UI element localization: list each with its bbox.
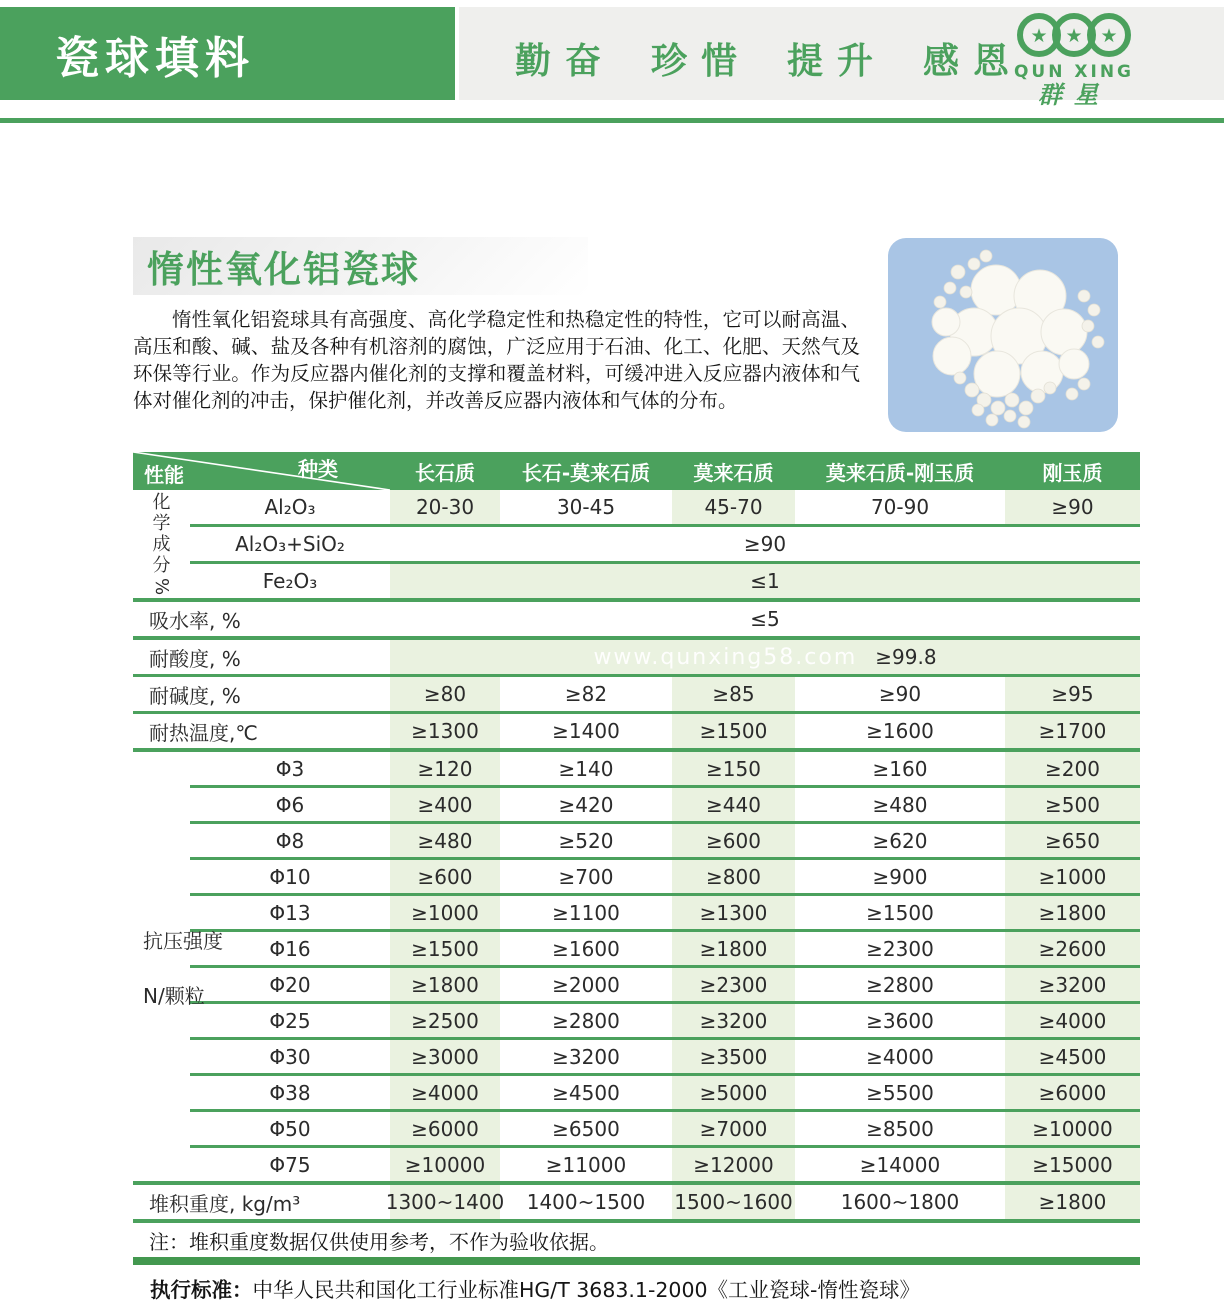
cell-value: 20-30 (390, 490, 500, 524)
column-header: 刚玉质 (1042, 460, 1103, 485)
cell-value: ≥6000 (1005, 1076, 1140, 1109)
cell-value: ≥2800 (552, 1008, 620, 1033)
section-title-box (133, 237, 588, 295)
column-headers (390, 452, 1140, 490)
cell-value: 1400~1500 (526, 1190, 646, 1214)
cell-value: ≥140 (558, 756, 614, 781)
slogan-word: 珍惜 (651, 40, 752, 82)
cell-value: 30-45 (556, 495, 616, 519)
cell-value: ≥1300 (390, 714, 500, 748)
table-row (133, 564, 1140, 598)
strength-row (133, 968, 1140, 1001)
phi-size-label: Φ38 (269, 1080, 311, 1105)
cell-value: ≥1600 (866, 719, 934, 743)
product-photo (888, 238, 1118, 432)
column-header: 长石-莫来石质 (521, 460, 651, 485)
chem-composition-block (133, 490, 1140, 598)
row-label: Fe₂O₃ (262, 569, 318, 593)
table-header (133, 452, 1140, 490)
cell-value: ≥5000 (672, 1076, 795, 1109)
cell-value: ≥7000 (672, 1112, 795, 1145)
cell-value: ≥2300 (672, 968, 795, 1001)
strength-group-line1: 抗压强度 (143, 928, 223, 953)
slogan-word: 勤奋 (515, 40, 616, 82)
cell-value: ≥3600 (866, 1008, 934, 1033)
table-row (133, 677, 1140, 711)
cell-value: ≥1700 (1005, 714, 1140, 748)
cell-value: ≥4000 (390, 1076, 500, 1109)
cell-value: ≥1000 (390, 896, 500, 929)
phi-size-label: Φ13 (269, 900, 311, 925)
cell-value: ≥1000 (1005, 860, 1140, 893)
cell-value: ≥2300 (866, 936, 934, 961)
ceramic-balls-image (888, 238, 1118, 432)
cell-value: ≤5 (750, 607, 780, 631)
cell-value: ≥1500 (390, 932, 500, 965)
title-banner (0, 7, 455, 100)
section-title: 惰性氧化铝瓷球 (147, 248, 420, 291)
spec-table (133, 452, 1140, 1265)
slogan (515, 33, 1023, 84)
logo-name: QUN XING (1013, 62, 1134, 82)
strength-row (133, 1040, 1140, 1073)
cell-value: ≥2800 (866, 972, 934, 997)
cell-value: ≥1800 (1005, 896, 1140, 929)
cell-value: ≥6000 (390, 1112, 500, 1145)
table-row (133, 640, 1140, 674)
cell-value: ≥200 (1005, 752, 1140, 785)
logo-rings-icon (1015, 11, 1133, 63)
cell-value: ≥85 (672, 677, 795, 711)
strength-row (133, 932, 1140, 965)
strength-row (133, 824, 1140, 857)
phi-size-label: Φ6 (275, 792, 305, 817)
cell-value: ≥420 (558, 792, 614, 817)
cell-value: ≥650 (1005, 824, 1140, 857)
strength-group-line2: N/颗粒 (143, 983, 205, 1008)
strength-row (133, 1076, 1140, 1109)
header-strip (459, 7, 1224, 109)
strength-row (133, 896, 1140, 929)
row-label: 耐酸度, % (149, 646, 241, 671)
cell-value: ≥4500 (1005, 1040, 1140, 1073)
strength-group-label (143, 925, 223, 1009)
watermark-text: www.qunxing58.com (593, 644, 858, 670)
column-header: 莫来石质-刚玉质 (825, 460, 975, 485)
phi-size-label: Φ75 (269, 1152, 311, 1177)
cell-value: ≥700 (558, 864, 614, 889)
cell-value: ≥1300 (672, 896, 795, 929)
cell-value: ≥2500 (390, 1004, 500, 1037)
cell-value: ≥15000 (1005, 1148, 1140, 1181)
cell-value: ≥1100 (552, 900, 620, 925)
phi-size-label: Φ25 (269, 1008, 311, 1033)
cell-value: ≥3200 (1005, 968, 1140, 1001)
company-logo (999, 11, 1149, 108)
cell-value: ≥520 (558, 828, 614, 853)
table-row (133, 714, 1140, 748)
row-label: 耐热温度,℃ (149, 720, 258, 745)
table-row (133, 527, 1140, 561)
row-label: 堆积重度, kg/m³ (149, 1191, 301, 1216)
cell-value: ≥480 (390, 824, 500, 857)
cell-value: ≥80 (390, 677, 500, 711)
cell-value: ≥90 (1005, 490, 1140, 524)
chem-group-label: 化 学 成 分 % (150, 491, 172, 595)
table-row (133, 1185, 1140, 1219)
standard-text: 中华人民共和国化工行业标准HG/T 3683.1-2000《工业瓷球-惰性瓷球》 (252, 1278, 920, 1302)
phi-size-label: Φ50 (269, 1116, 311, 1141)
cell-value: ≥3000 (390, 1040, 500, 1073)
logo-script-name: 群星 (1038, 79, 1110, 109)
strength-rows (133, 752, 1140, 1181)
cell-value: ≥500 (1005, 788, 1140, 821)
cell-value: ≥1500 (866, 900, 934, 925)
strength-row (133, 860, 1140, 893)
cell-value: ≥4500 (552, 1080, 620, 1105)
cell-value: ≥800 (672, 860, 795, 893)
cell-value: ≥480 (872, 792, 928, 817)
row-label: Al₂O₃+SiO₂ (235, 532, 345, 556)
cell-value: ≥1800 (672, 932, 795, 965)
cell-value: 45-70 (672, 490, 795, 524)
cell-value: ≥1600 (552, 936, 620, 961)
cell-value: ≥12000 (672, 1148, 795, 1181)
standard-line (150, 1273, 920, 1303)
cell-value: ≥5500 (866, 1080, 934, 1105)
cell-value: 1300~1400 (390, 1185, 500, 1219)
slogan-word: 提升 (787, 40, 888, 82)
cell-value: ≥10000 (390, 1148, 500, 1181)
cell-value: 1500~1600 (672, 1185, 795, 1219)
cell-value: ≥11000 (545, 1152, 627, 1177)
cell-value: ≥3200 (552, 1044, 620, 1069)
corner-label-kind: 种类 (298, 457, 338, 481)
column-header: 莫来石质 (693, 460, 774, 485)
cell-value: ≥1400 (552, 719, 620, 743)
cell-value: ≥90 (878, 682, 922, 706)
svg-text:★: ★ (1030, 25, 1048, 47)
intro-paragraph: 惰性氧化铝瓷球具有高强度、高化学稳定性和热稳定性的特性，它可以耐高温、高压和酸、碱、盐及各种有机溶剂的腐蚀，广泛应用于石油、化工、化肥、天然气及环保等行业。作为反应器内催化剂的支撑和覆盖材料，可缓冲进入反应器内液体和气体对催化剂的冲击，保护催化剂，并改善反应器内液体和气体的分布。 (133, 308, 860, 412)
phi-size-label: Φ30 (269, 1044, 311, 1069)
phi-size-label: Φ20 (269, 972, 311, 997)
table-row (133, 602, 1140, 636)
cell-value: ≤1 (390, 564, 1140, 598)
cell-value: ≥2000 (552, 972, 620, 997)
cell-value: ≥600 (672, 824, 795, 857)
slogan-word: 感恩 (923, 40, 1024, 82)
table-note: 注：堆积重度数据仅供使用参考，不作为验收依据。 (133, 1223, 1140, 1257)
cell-value: ≥120 (390, 752, 500, 785)
cell-value: ≥10000 (1005, 1112, 1140, 1145)
strength-row (133, 1004, 1140, 1037)
phi-size-label: Φ3 (275, 756, 305, 781)
strength-row (133, 1148, 1140, 1181)
cell-value: ≥4000 (1005, 1004, 1140, 1037)
cell-value: ≥82 (564, 682, 608, 706)
cell-value: ≥6500 (552, 1116, 620, 1141)
svg-text:★: ★ (1100, 25, 1118, 47)
cell-value: ≥1800 (390, 968, 500, 1001)
acid-value: ≥99.8 (875, 645, 937, 669)
cell-value: 1600~1800 (840, 1190, 960, 1214)
cell-value (390, 640, 1140, 674)
bottom-bar (133, 1257, 1140, 1265)
cell-value: ≥900 (872, 864, 928, 889)
cell-value: ≥3500 (672, 1040, 795, 1073)
cell-value: ≥150 (672, 752, 795, 785)
strength-row (133, 788, 1140, 821)
row-label: 吸水率, % (149, 608, 241, 633)
cell-value: ≥160 (872, 756, 928, 781)
cell-value: ≥90 (743, 532, 787, 556)
phi-size-label: Φ8 (275, 828, 305, 853)
corner-label-property: 性能 (144, 463, 184, 487)
phi-size-label: Φ16 (269, 936, 311, 961)
cell-value: ≥1800 (1005, 1185, 1140, 1219)
column-header: 长石质 (415, 460, 475, 485)
standard-label: 执行标准： (150, 1278, 253, 1302)
cell-value: 70-90 (870, 495, 930, 519)
row-label: 耐碱度, % (149, 683, 241, 708)
cell-value: ≥95 (1005, 677, 1140, 711)
cell-value: ≥3200 (672, 1004, 795, 1037)
corner-cell (133, 452, 390, 490)
cell-value: ≥440 (672, 788, 795, 821)
cell-value: ≥600 (390, 860, 500, 893)
row-label: Al₂O₃ (264, 495, 316, 519)
cell-value: ≥620 (872, 828, 928, 853)
cell-value: ≥8500 (866, 1116, 934, 1141)
phi-size-label: Φ10 (269, 864, 311, 889)
cell-value: ≥1500 (672, 714, 795, 748)
cell-value: ≥4000 (866, 1044, 934, 1069)
cell-value: ≥14000 (859, 1152, 941, 1177)
cell-value: ≥2600 (1005, 932, 1140, 965)
cell-value: ≥400 (390, 788, 500, 821)
header-divider (0, 118, 1224, 123)
page-title: 瓷球填料 (55, 32, 255, 84)
strength-row (133, 1112, 1140, 1145)
svg-text:★: ★ (1065, 25, 1083, 47)
table-row (133, 490, 1140, 524)
crush-strength-block (133, 752, 1140, 1181)
strength-row (133, 752, 1140, 785)
